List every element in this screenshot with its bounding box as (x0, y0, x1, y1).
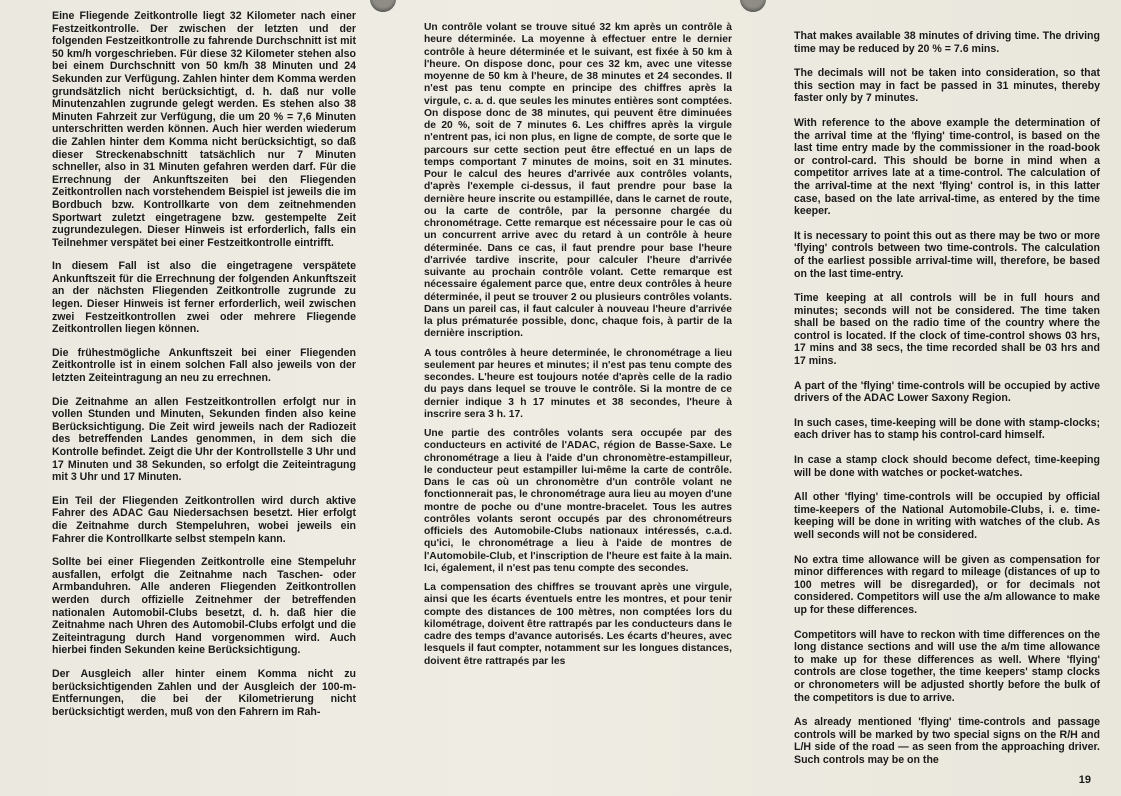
paragraph: Sollte bei einer Fliegenden Zeitkontrolle eine Stempeluhr ausfallen, erfolgt die Zeitnahme nach Taschen- oder Armbanduhren. Alle anderen Fliegenden Zeitkontrollen werden durch offizielle Zeitnehmer der betreffenden nationalen Automobil-Clubs besetzt, d. h. daß hier die Zeitnahme nach Uhren des Automobil-Clubs erfolgt und die Zeiteintragung durch Hand vorgenommen wird. Auch hierbei finden Sekunden keine Berücksichtigung. (52, 556, 356, 657)
paragraph: Die frühestmögliche Ankunftszeit bei einer Fliegenden Zeitkontrolle ist in einem solchen Fall also jeweils von der letzten Zeiteintragung an neu zu errechnen. (52, 346, 356, 385)
french-column (424, 22, 732, 675)
paragraph: La compensation des chiffres se trouvant après une virgule, ainsi que les écarts éventuels entre les montres, et pour tenir compte des distances de 100 mètres, non comptées lors du kilométrage, doivent être rattrapés par les conducteurs dans le cadre des temps d'avance autorisés. Les écarts d'heures, avec lesquels il faut compter, notamment sur les longues distances, doivent être rattrapés par les (424, 582, 732, 667)
paragraph: That makes available 38 minutes of driving time. The driving time may be reduced by 20 % = 7.6 mins. (794, 30, 1100, 55)
paragraph: A tous contrôles à heure determinée, le chronométrage a lieu seulement par heures et minutes; il n'est pas tenu compte des secondes. L'heure est toujours notée d'après celle de la radio du pays dans lequel se trouve le contrôle. Si la montre de ce dernier indique 3 h 17 minutes et 38 secondes, l'heure à inscrire sera 3 h. 17. (424, 347, 732, 420)
paragraph: Die Zeitnahme an allen Festzeitkontrollen erfolgt nur in vollen Stunden und Minuten, Sekunden finden also keine Berücksichtigung. Die Zeit wird jeweils nach der Radiozeit des betreffenden Landes genommen, in dem sich die Kontrolle befindet. Zeigt die Uhr der Kontrollstelle 3 Uhr und 17 Minuten und 38 Sekunden, so erfolgt die Zeiteintragung mit 3 Uhr und 17 Minuten. (52, 395, 356, 484)
english-column (794, 30, 1100, 779)
page-number: 19 (1078, 774, 1091, 786)
german-column (52, 10, 356, 729)
paragraph: It is necessary to point this out as there may be two or more 'flying' controls between two time-controls. The calculation of the earliest possible arrival-time will, therefore, be based on the last time-entry. (794, 229, 1100, 280)
paragraph: Eine Fliegende Zeitkontrolle liegt 32 Kilometer nach einer Festzeitkontrolle. Der zwischen der letzten und der folgenden Festzeitkontrolle zu fahrende Durchschnitt ist mit 50 km/h vorgeschrieben. Für diese 32 Kilometer stehen also bei einem Durchschnitt von 50 km/h 38 Minuten und 24 Sekunden zur Verfügung. Zahlen hinter dem Komma werden grundsätzlich nicht berücksichtigt, d. h. daß nur volle Minutenzahlen zugrunde gelegt werden. Es stehen also 38 Minuten Fahrzeit zur Verfügung, die um 20 % = 7,6 Minuten unterschritten werden können. Auch hier werden wiederum die Zahlen hinter dem Komma nicht berücksichtigt, so daß dieser Streckenabschnitt tatsächlich nur 7 Minuten schneller, also in 31 Minuten gefahren werden darf. Für die Errechnung der Ankunftszeiten bei den Fliegenden Zeitkontrollen nach vorstehendem Beispiel ist jeweils die im Bordbuch bzw. Kontrollkarte von dem zeitnehmenden Sportwart zuletzt eingetragene bzw. gestempelte Zeit zugrundezulegen. Dieser Hinweis ist erforderlich, falls ein Teilnehmer verspätet bei einer Festzeitkontrolle eintrifft. (52, 10, 356, 249)
paragraph: As already mentioned 'flying' time-controls and passage controls will be marked by two special signs on the R/H and L/H side of the road — as seen from the approaching driver. Such controls may be on the (794, 716, 1100, 766)
paragraph: All other 'flying' time-controls will be occupied by official time-keepers of the National Automobile-Clubs, i. e. time-keeping will be done in writing with watches of the club. As well seconds will not be considered. (794, 491, 1100, 541)
paragraph: In case a stamp clock should become defect, time-keeping will be done with watches or pocket-watches. (794, 454, 1100, 479)
paragraph: The decimals will not be taken into consideration, so that this section may in fact be passed in 31 minutes, thereby faster only by 7 minutes. (794, 67, 1100, 105)
paragraph: No extra time allowance will be given as compensation for minor differences with regard to mileage (distances of up to 100 metres will be disregarded), or for decimals not considered. Competitors will use the a/m allowance to make up for these differences. (794, 553, 1100, 616)
paragraph: Competitors will have to reckon with time differences on the long distance sections and will use the a/m time allowance to make up for these differences as well. Where 'flying' controls are close together, the time keepers' stamp clocks or chronometers will be adjusted shortly before the bulk of the competitors is due to arrive. (794, 628, 1100, 704)
paragraph: Time keeping at all controls will be in full hours and minutes; seconds will not be considered. The time taken shall be based on the radio time of the country where the control is located. If the clock of time-control shows 03 hrs, 17 mins and 38 secs, the time recorded shall be 03 hrs and 17 mins. (794, 292, 1100, 368)
paragraph: Un contrôle volant se trouve situé 32 km après un contrôle à heure déterminée. La moyenne à effectuer entre le dernier contrôle à heure déterminée et le suivant, est fixée à 50 km à l'heure. On dispose donc, pour ces 32 km, avec une vitesse moyenne de 50 km à l'heure, de 38 minutes et 24 secondes. Il n'est pas tenu compte en principe des chiffres après la virgule, c. a. d. que seules les minutes entières sont comptées. On dispose donc de 38 minutes, qui peuvent être diminuées de 20 %, soit de 7 minutes 6. Les chiffres après la virgule n'entrent pas, ici non plus, en ligne de compte, de sorte que le parcours sur cette section peut être effectué en un laps de temps comportant 7 minutes de moins, soit en 31 minutes. Pour le calcul des heures d'arrivée aux contrôles volants, d'après l'exemple ci-dessus, il faut prendre pour base la dernière heure inscrite ou estampillée, dans le carnet de route, ou la carte de contrôle, par la personne chargée du chronométrage. Cette remarque est nécessaire pour le cas où un concurrent arrive avec du retard à un contrôle à heure déterminée. Dans ce cas, il faut prendre pour base l'heure d'arrivée tardive inscrite, pour calculer l'heure d'arrivée suivante au prochain contrôle volant. Cette remarque est nécessaire également parce que, entre deux contrôles à heure déterminée, il peut se trouver 2 ou plusieurs contrôles volants. Dans un pareil cas, il faut calculer à nouveau l'heure d'arrivée la plus prématurée possible, donc, chaque fois, à partir de la dernière inscription. (424, 22, 732, 340)
paragraph: Une partie des contrôles volants sera occupée par des conducteurs en activité de l'ADAC, région de Basse-Saxe. Le chronométrage a lieu à l'aide d'un chronomètre-estampilleur, le conducteur peut estampiller lui-même la carte de contrôle. Dans le cas où un chronomètre d'un contrôle volant ne fonctionnerait pas, le chronométrage aura lieu au moyen d'une montre de poche ou d'une montre-bracelet. Tous les autres contrôles volants seront occupés par des chronométreurs officiels des Automobile-Clubs nationaux intéressés, c.a.d. qu'ici, le chronométrage a lieu à l'aide de montres de l'Automobile-Club, et l'inscription de l'heure est faite à la main. Ici, également, il n'est pas tenu compte des secondes. (424, 428, 732, 574)
paragraph: With reference to the above example the determination of the arrival time at the 'flying' time-control, is based on the last time entry made by the commissioner in the road-book or control-card. This should be borne in mind when a competitor arrives late at a time-control. The calculation of the arrival-time at the next 'flying' control is, in this latter case, based on the late arrival-time, as entered by the time keeper. (794, 116, 1100, 218)
paragraph: In diesem Fall ist also die eingetragene verspätete Ankunftszeit für die Errechnung der folgenden Ankunftszeit an der nächsten Fliegenden Zeitkontrolle zugrunde zu legen. Dieser Hinweis ist ferner erforderlich, weil zwischen zwei Festzeitkontrollen zwei oder mehrere Fliegende Zeitkontrollen liegen können. (52, 260, 356, 336)
paragraph: Der Ausgleich aller hinter einem Komma nicht zu berücksichtigenden Zahlen und der Ausgleich der 100-m-Entfernungen, die bei der Kilometrierung nicht berücksichtigt werden, muß von den Fahrern im Rah- (52, 667, 356, 718)
binder-hole (370, 0, 396, 12)
binder-hole (740, 0, 766, 12)
paragraph: Ein Teil der Fliegenden Zeitkontrollen wird durch aktive Fahrer des ADAC Gau Niedersachsen besetzt. Hier erfolgt die Zeitnahme durch Stempeluhren, wobei jeweils ein Fahrer die Kontrollkarte selbst stempeln kann. (52, 494, 356, 545)
paragraph: In such cases, time-keeping will be done with stamp-clocks; each driver has to stamp his control-card himself. (794, 416, 1100, 442)
paragraph: A part of the 'flying' time-controls will be occupied by active drivers of the ADAC Lower Saxony Region. (794, 379, 1100, 405)
